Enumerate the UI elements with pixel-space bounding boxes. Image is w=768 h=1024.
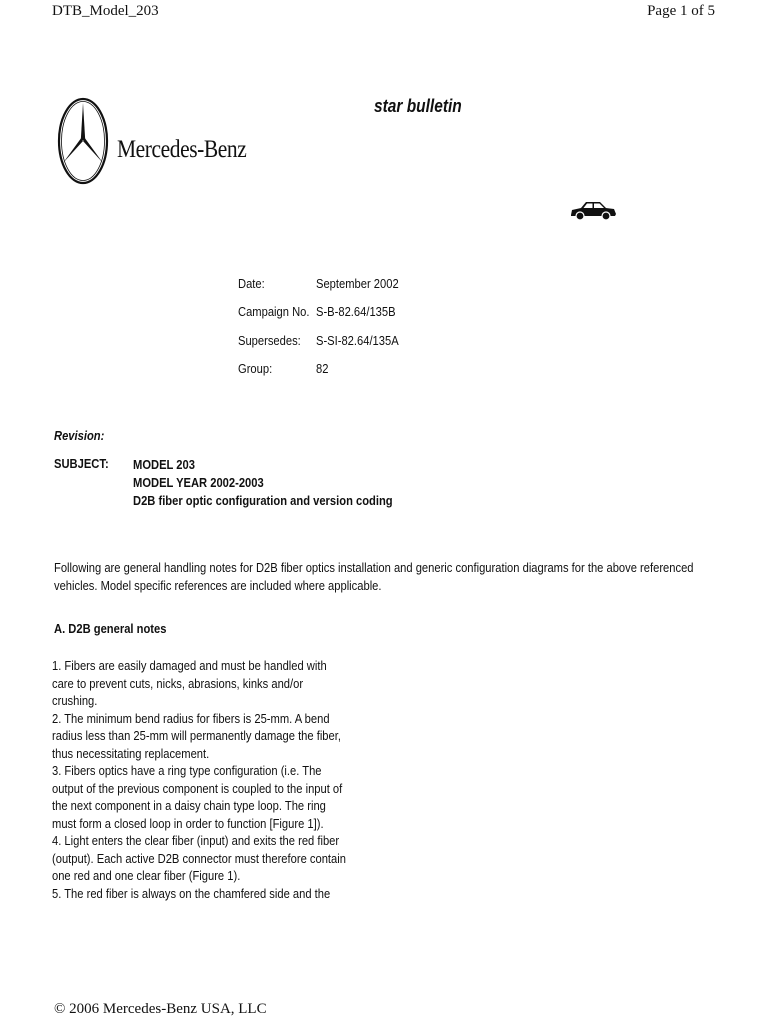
subject-lines: [133, 456, 435, 510]
subject-line: MODEL YEAR 2002-2003: [133, 475, 264, 490]
sedan-car-icon: [569, 198, 617, 222]
note-line: one red and one clear fiber (Figure 1).: [52, 868, 241, 883]
meta-label: Date:: [238, 276, 265, 291]
subject-line: MODEL 203: [133, 457, 195, 472]
note-line: 2. The minimum bend radius for fibers is 25-mm. A bend: [52, 710, 330, 726]
note-line: output of the previous component is coupled to the input of: [52, 780, 343, 796]
copyright-footer: © 2006 Mercedes-Benz USA, LLC: [54, 1001, 267, 1017]
page-number: Page 1 of 5: [647, 3, 715, 19]
note-line: 3. Fibers optics have a ring type configuration (i.e. The: [52, 763, 322, 778]
meta-value: September 2002: [316, 276, 399, 291]
note-line: crushing.: [52, 693, 98, 708]
revision-label: Revision:: [54, 428, 105, 443]
meta-label: Group:: [238, 361, 273, 376]
three-pointed-star-icon: [56, 96, 110, 186]
note-line: must form a closed loop in order to function [Figure 1]).: [52, 815, 324, 831]
note-line: 5. The red fiber is always on the chamfered side and the: [52, 885, 331, 901]
bulletin-title: star bulletin: [374, 96, 462, 116]
section-heading: A. D2B general notes: [54, 621, 167, 636]
subject-line: D2B fiber optic configuration and version coding: [133, 493, 393, 508]
note-line: radius less than 25-mm will permanently damage the fiber,: [52, 728, 341, 743]
intro-paragraph: [54, 559, 768, 595]
meta-value: 82: [316, 361, 329, 376]
meta-label: Campaign No.: [238, 304, 310, 319]
note-line: the next component in a daisy chain type loop. The ring: [52, 798, 326, 813]
subject-label: SUBJECT:: [54, 456, 109, 471]
general-notes: [52, 657, 394, 902]
note-line: (output). Each active D2B connector must therefore contain: [52, 850, 346, 866]
document-id: DTB_Model_203: [52, 3, 159, 19]
note-line: 1. Fibers are easily damaged and must be handled with: [52, 658, 327, 673]
meta-value: S-SI-82.64/135A: [316, 333, 399, 348]
meta-value: S-B-82.64/135B: [316, 304, 396, 319]
note-line: thus necessitating replacement.: [52, 745, 210, 761]
meta-label: Supersedes:: [238, 333, 301, 348]
intro-line: vehicles. Model specific references are included where applicable.: [54, 578, 382, 593]
brand-name: Mercedes-Benz: [117, 136, 247, 163]
note-line: 4. Light enters the clear fiber (input) and exits the red fiber: [52, 833, 340, 848]
intro-line: Following are general handling notes for D2B fiber optics installation and generic configuration diagrams for the above referenced: [54, 560, 694, 575]
note-line: care to prevent cuts, nicks, abrasions, kinks and/or: [52, 675, 304, 691]
